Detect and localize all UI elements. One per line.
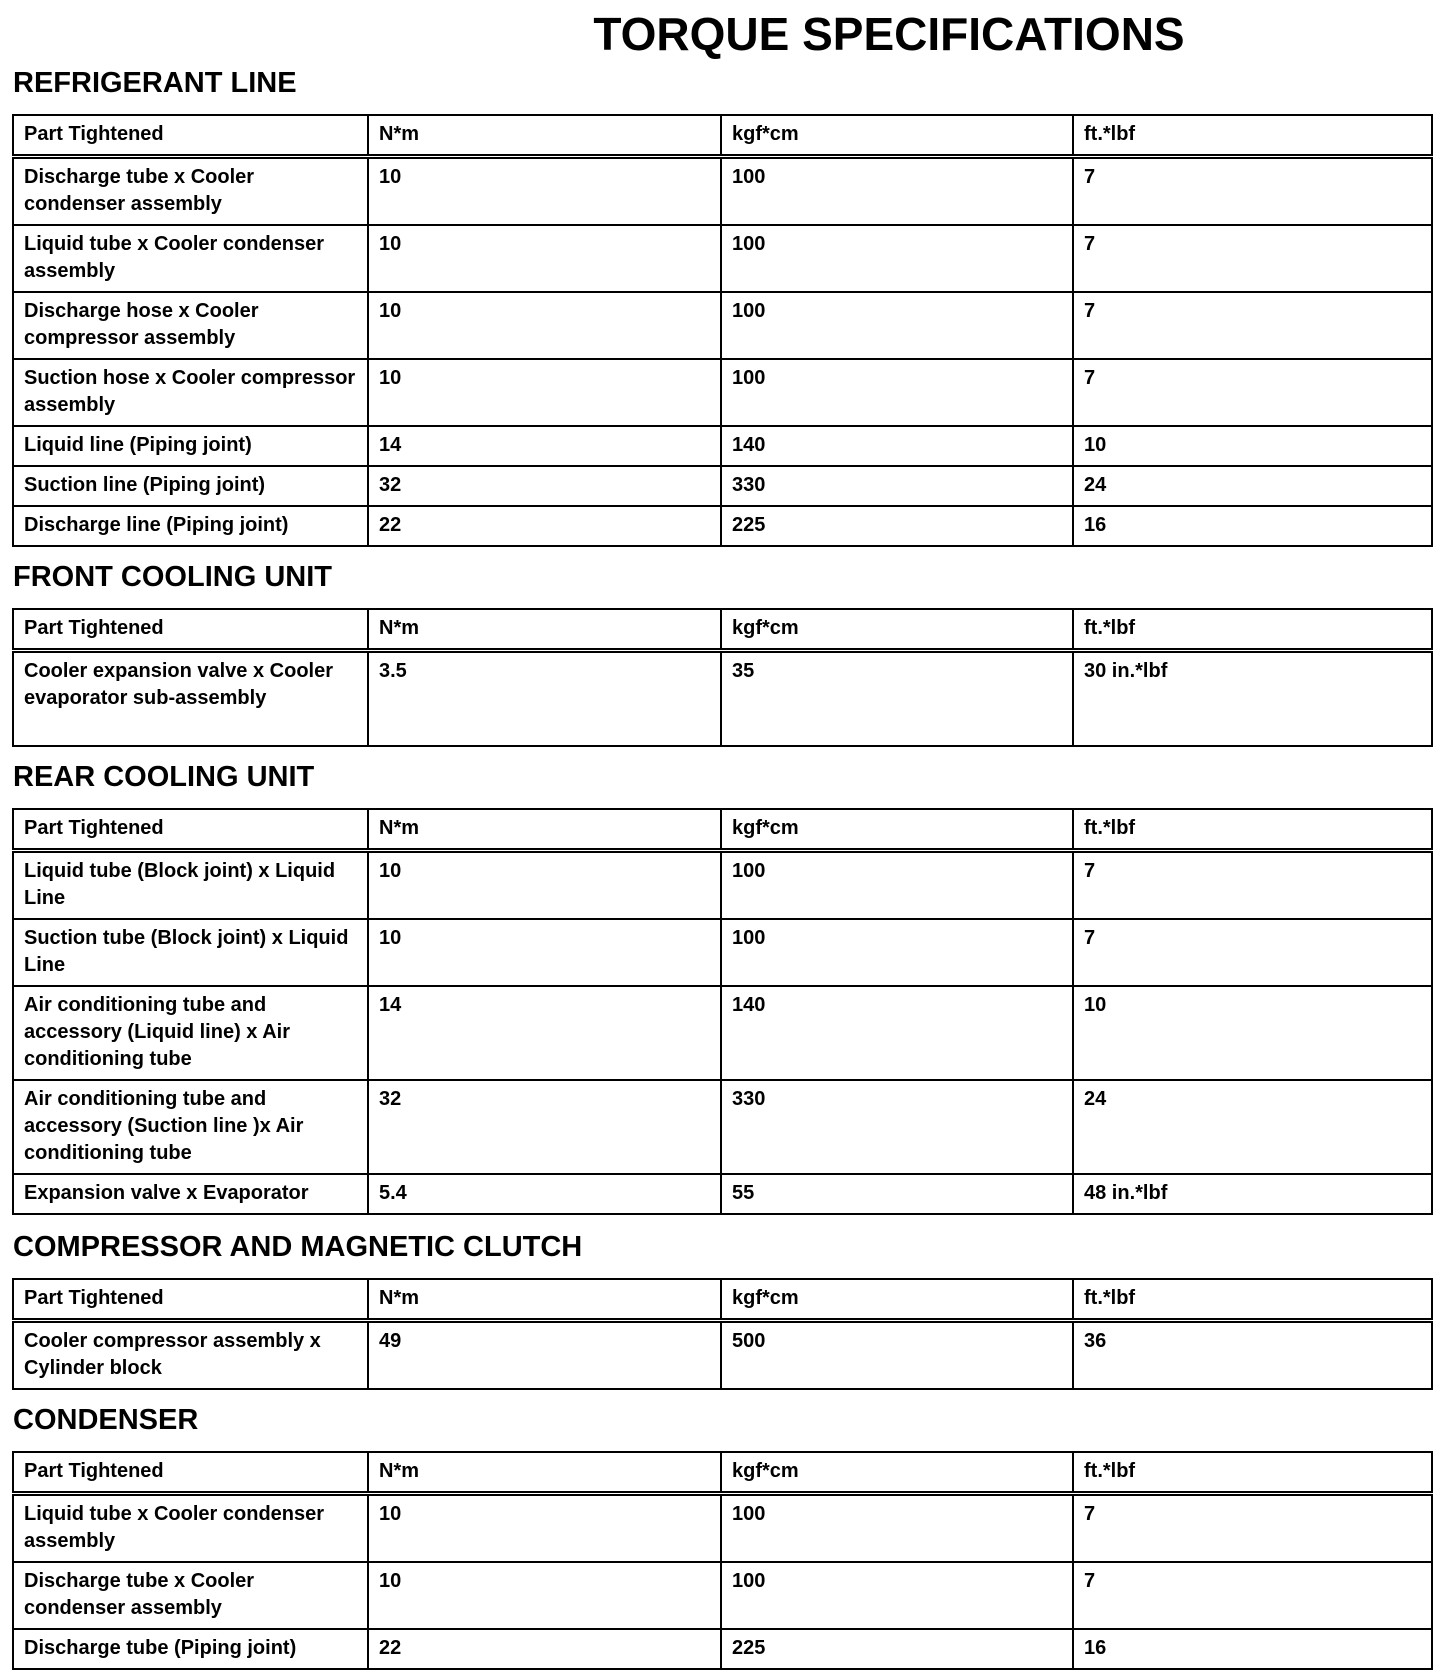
cell-nm: 22 (368, 1629, 721, 1669)
section-refrigerant-line (12, 66, 1431, 547)
column-header-nm: N*m (368, 809, 721, 851)
column-header-part: Part Tightened (13, 609, 368, 651)
page-title: TORQUE SPECIFICATIONS (593, 8, 1185, 60)
cell-nm: 10 (368, 292, 721, 359)
cell-part: Cooler compressor assembly x Cylinder block (13, 1321, 368, 1390)
cell-kgfcm: 100 (721, 225, 1073, 292)
cell-ftlbf: 24 (1073, 466, 1432, 506)
cell-ftlbf: 10 (1073, 986, 1432, 1080)
column-header-part: Part Tightened (13, 115, 368, 157)
column-header-nm: N*m (368, 115, 721, 157)
cell-part: Discharge tube x Cooler condenser assembly (13, 157, 368, 226)
column-header-ftlbf: ft.*lbf (1073, 1279, 1432, 1321)
table-header-row (13, 1452, 1432, 1494)
table-row (13, 651, 1432, 747)
table-row (13, 1080, 1432, 1174)
column-header-ftlbf: ft.*lbf (1073, 609, 1432, 651)
column-header-kgfcm: kgf*cm (721, 1452, 1073, 1494)
cell-part: Discharge tube x Cooler condenser assembly (13, 1562, 368, 1629)
cell-kgfcm: 55 (721, 1174, 1073, 1214)
section-heading: CONDENSER (13, 1404, 199, 1436)
cell-kgfcm: 140 (721, 426, 1073, 466)
cell-ftlbf: 30 in.*lbf (1073, 651, 1432, 747)
table-row (13, 1494, 1432, 1563)
cell-kgfcm: 100 (721, 1494, 1073, 1563)
table-header-row (13, 609, 1432, 651)
section-front-cooling-unit (12, 560, 1431, 747)
table-row (13, 466, 1432, 506)
cell-part: Cooler expansion valve x Cooler evaporator sub-assembly (13, 651, 368, 747)
table-row (13, 1321, 1432, 1390)
cell-nm: 32 (368, 1080, 721, 1174)
cell-ftlbf: 24 (1073, 1080, 1432, 1174)
column-header-part: Part Tightened (13, 809, 368, 851)
section-heading: FRONT COOLING UNIT (13, 561, 332, 593)
cell-part: Suction hose x Cooler compressor assembly (13, 359, 368, 426)
column-header-part: Part Tightened (13, 1279, 368, 1321)
table-header-row (13, 1279, 1432, 1321)
table-row (13, 986, 1432, 1080)
cell-kgfcm: 225 (721, 506, 1073, 546)
cell-kgfcm: 100 (721, 292, 1073, 359)
cell-kgfcm: 100 (721, 1562, 1073, 1629)
torque-table (12, 608, 1433, 747)
table-row (13, 1174, 1432, 1214)
cell-ftlbf: 36 (1073, 1321, 1432, 1390)
table-row (13, 851, 1432, 920)
cell-nm: 14 (368, 426, 721, 466)
cell-nm: 10 (368, 359, 721, 426)
column-header-kgfcm: kgf*cm (721, 609, 1073, 651)
cell-part: Liquid tube x Cooler condenser assembly (13, 225, 368, 292)
table-row (13, 359, 1432, 426)
cell-ftlbf: 7 (1073, 157, 1432, 226)
cell-ftlbf: 7 (1073, 1494, 1432, 1563)
table-row (13, 506, 1432, 546)
column-header-kgfcm: kgf*cm (721, 809, 1073, 851)
cell-part: Discharge hose x Cooler compressor assembly (13, 292, 368, 359)
cell-ftlbf: 7 (1073, 919, 1432, 986)
cell-nm: 22 (368, 506, 721, 546)
section-heading: COMPRESSOR AND MAGNETIC CLUTCH (13, 1231, 583, 1263)
section-rear-cooling-unit (12, 760, 1431, 1215)
cell-nm: 14 (368, 986, 721, 1080)
cell-nm: 3.5 (368, 651, 721, 747)
column-header-ftlbf: ft.*lbf (1073, 1452, 1432, 1494)
cell-kgfcm: 330 (721, 466, 1073, 506)
table-row (13, 1562, 1432, 1629)
cell-ftlbf: 7 (1073, 359, 1432, 426)
torque-table (12, 114, 1433, 547)
section-heading: REAR COOLING UNIT (13, 761, 315, 793)
cell-kgfcm: 100 (721, 359, 1073, 426)
table-row (13, 225, 1432, 292)
section-compressor-and-magnetic-clutch (12, 1230, 1431, 1390)
column-header-nm: N*m (368, 1452, 721, 1494)
column-header-part: Part Tightened (13, 1452, 368, 1494)
cell-ftlbf: 7 (1073, 292, 1432, 359)
cell-ftlbf: 48 in.*lbf (1073, 1174, 1432, 1214)
cell-nm: 5.4 (368, 1174, 721, 1214)
table-row (13, 157, 1432, 226)
cell-kgfcm: 225 (721, 1629, 1073, 1669)
cell-nm: 10 (368, 851, 721, 920)
cell-part: Air conditioning tube and accessory (Liquid line) x Air conditioning tube (13, 986, 368, 1080)
cell-part: Liquid tube (Block joint) x Liquid Line (13, 851, 368, 920)
cell-kgfcm: 100 (721, 157, 1073, 226)
table-header-row (13, 809, 1432, 851)
section-heading: REFRIGERANT LINE (13, 67, 297, 99)
cell-part: Discharge tube (Piping joint) (13, 1629, 368, 1669)
column-header-kgfcm: kgf*cm (721, 1279, 1073, 1321)
table-row (13, 919, 1432, 986)
cell-ftlbf: 7 (1073, 225, 1432, 292)
table-row (13, 426, 1432, 466)
cell-nm: 32 (368, 466, 721, 506)
torque-table (12, 808, 1433, 1215)
cell-kgfcm: 100 (721, 919, 1073, 986)
cell-nm: 10 (368, 1494, 721, 1563)
cell-part: Liquid tube x Cooler condenser assembly (13, 1494, 368, 1563)
cell-nm: 49 (368, 1321, 721, 1390)
cell-kgfcm: 140 (721, 986, 1073, 1080)
table-header-row (13, 115, 1432, 157)
cell-part: Air conditioning tube and accessory (Suction line )x Air conditioning tube (13, 1080, 368, 1174)
table-row (13, 292, 1432, 359)
column-header-ftlbf: ft.*lbf (1073, 809, 1432, 851)
torque-table (12, 1278, 1433, 1390)
column-header-nm: N*m (368, 1279, 721, 1321)
cell-kgfcm: 100 (721, 851, 1073, 920)
cell-part: Suction tube (Block joint) x Liquid Line (13, 919, 368, 986)
table-row (13, 1629, 1432, 1669)
column-header-nm: N*m (368, 609, 721, 651)
cell-part: Discharge line (Piping joint) (13, 506, 368, 546)
cell-ftlbf: 7 (1073, 851, 1432, 920)
cell-kgfcm: 35 (721, 651, 1073, 747)
cell-part: Suction line (Piping joint) (13, 466, 368, 506)
section-condenser (12, 1403, 1431, 1670)
cell-nm: 10 (368, 919, 721, 986)
torque-table (12, 1451, 1433, 1670)
cell-nm: 10 (368, 1562, 721, 1629)
cell-kgfcm: 330 (721, 1080, 1073, 1174)
cell-nm: 10 (368, 157, 721, 226)
cell-ftlbf: 16 (1073, 1629, 1432, 1669)
cell-ftlbf: 16 (1073, 506, 1432, 546)
column-header-kgfcm: kgf*cm (721, 115, 1073, 157)
column-header-ftlbf: ft.*lbf (1073, 115, 1432, 157)
cell-nm: 10 (368, 225, 721, 292)
cell-part: Liquid line (Piping joint) (13, 426, 368, 466)
cell-ftlbf: 7 (1073, 1562, 1432, 1629)
cell-ftlbf: 10 (1073, 426, 1432, 466)
cell-kgfcm: 500 (721, 1321, 1073, 1390)
cell-part: Expansion valve x Evaporator (13, 1174, 368, 1214)
